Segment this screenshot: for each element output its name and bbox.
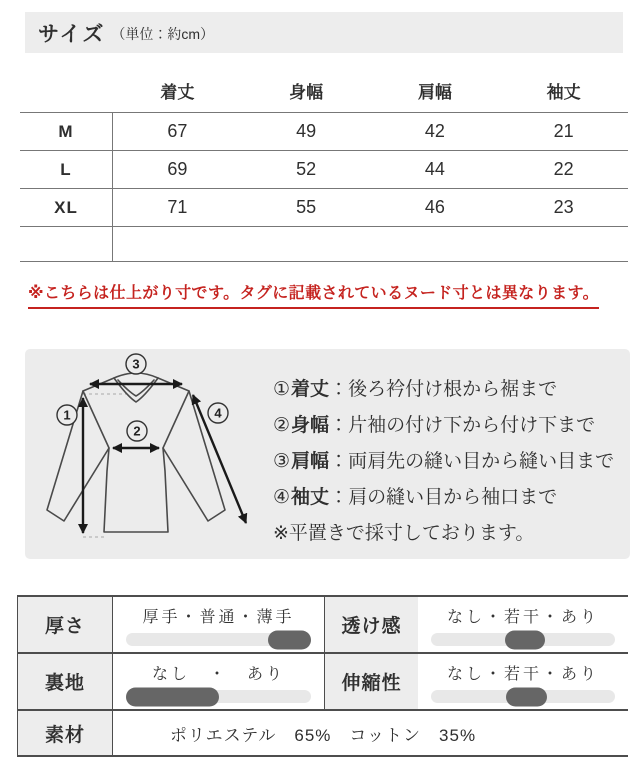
spec-label-thickness: 厚さ bbox=[18, 597, 113, 654]
circled-number: ④ bbox=[273, 487, 291, 508]
size-value: 46 bbox=[371, 189, 500, 227]
size-value: 67 bbox=[113, 113, 242, 151]
measure-guide-list bbox=[261, 349, 630, 559]
size-value: 49 bbox=[242, 113, 371, 151]
sheerness-options: なし・若干・あり bbox=[446, 609, 599, 626]
size-table-empty-cell bbox=[371, 227, 500, 262]
spec-label-stretch: 伸縮性 bbox=[324, 654, 418, 711]
size-table-empty-cell bbox=[20, 227, 113, 262]
column-header-sleeve-length: 袖丈 bbox=[499, 73, 628, 113]
size-value: 71 bbox=[113, 189, 242, 227]
fabric-spec-table bbox=[17, 595, 628, 757]
size-value: 22 bbox=[499, 151, 628, 189]
size-value: 52 bbox=[242, 151, 371, 189]
marker-3-digit: 3 bbox=[132, 356, 140, 372]
spec-value-sheerness bbox=[418, 597, 628, 654]
finished-size-warning: ※こちらは仕上がり寸です。タグに記載されているヌード寸とは異なります。 bbox=[28, 280, 599, 309]
measure-guide-item-body-width: ②身幅：片袖の付け下から付け下まで bbox=[273, 415, 596, 436]
sheerness-slider-pill bbox=[505, 630, 545, 649]
size-value: 23 bbox=[499, 189, 628, 227]
measure-guide-item-sleeve-length: ④袖丈：肩の縫い目から袖口まで bbox=[273, 487, 558, 508]
size-section-header bbox=[25, 12, 623, 53]
flat-measurement-footnote: ※平置きで採寸しております。 bbox=[273, 523, 535, 544]
size-value: 69 bbox=[113, 151, 242, 189]
measure-guide-item-body-length: ①着丈：後ろ衿付け根から裾まで bbox=[273, 379, 558, 400]
thickness-slider-track bbox=[126, 633, 311, 646]
size-value: 42 bbox=[371, 113, 500, 151]
thickness-slider-pill bbox=[268, 630, 311, 649]
size-unit-note: （単位：約cm） bbox=[111, 26, 214, 42]
column-header-shoulder-width: 肩幅 bbox=[371, 73, 500, 113]
size-value: 21 bbox=[499, 113, 628, 151]
spec-value-stretch bbox=[418, 654, 628, 711]
size-table-empty-cell bbox=[113, 227, 242, 262]
size-table-empty-cell bbox=[242, 227, 371, 262]
marker-2-digit: 2 bbox=[133, 423, 141, 439]
spec-label-sheerness: 透け感 bbox=[324, 597, 418, 654]
size-row-label: XL bbox=[20, 189, 113, 227]
spec-value-material: ポリエステル 65% コットン 35% bbox=[113, 711, 628, 757]
size-title: サイズ bbox=[38, 22, 106, 46]
shirt-outline bbox=[47, 373, 225, 532]
spec-label-lining: 裏地 bbox=[18, 654, 113, 711]
lining-options: なし ・ あり bbox=[151, 666, 285, 683]
size-table-corner bbox=[20, 73, 113, 113]
shirt-diagram-figure bbox=[25, 349, 261, 559]
shirt-measurement-diagram bbox=[31, 351, 261, 557]
marker-4-digit: 4 bbox=[214, 405, 222, 421]
stretch-options: なし・若干・あり bbox=[446, 666, 599, 683]
circled-number: ② bbox=[273, 415, 291, 436]
spec-label-material: 素材 bbox=[18, 711, 113, 757]
spec-value-lining bbox=[113, 654, 324, 711]
size-value: 44 bbox=[371, 151, 500, 189]
lining-slider-pill bbox=[126, 687, 219, 706]
marker-1-digit: 1 bbox=[63, 407, 71, 423]
circled-number: ① bbox=[273, 379, 291, 400]
column-header-body-length: 着丈 bbox=[113, 73, 242, 113]
size-table bbox=[20, 73, 628, 262]
stretch-slider-pill bbox=[506, 687, 546, 706]
measurement-guide-panel bbox=[25, 349, 630, 559]
size-row-label: M bbox=[20, 113, 113, 151]
sheerness-slider-track bbox=[431, 633, 615, 646]
size-value: 55 bbox=[242, 189, 371, 227]
measure-guide-item-shoulder-width: ③肩幅：両肩先の縫い目から縫い目まで bbox=[273, 451, 615, 472]
thickness-options: 厚手・普通・薄手 bbox=[142, 609, 295, 626]
lining-slider-track bbox=[126, 690, 311, 703]
circled-number: ③ bbox=[273, 451, 291, 472]
size-row-label: L bbox=[20, 151, 113, 189]
spec-value-thickness bbox=[113, 597, 324, 654]
stretch-slider-track bbox=[431, 690, 615, 703]
column-header-body-width: 身幅 bbox=[242, 73, 371, 113]
size-table-empty-cell bbox=[499, 227, 628, 262]
